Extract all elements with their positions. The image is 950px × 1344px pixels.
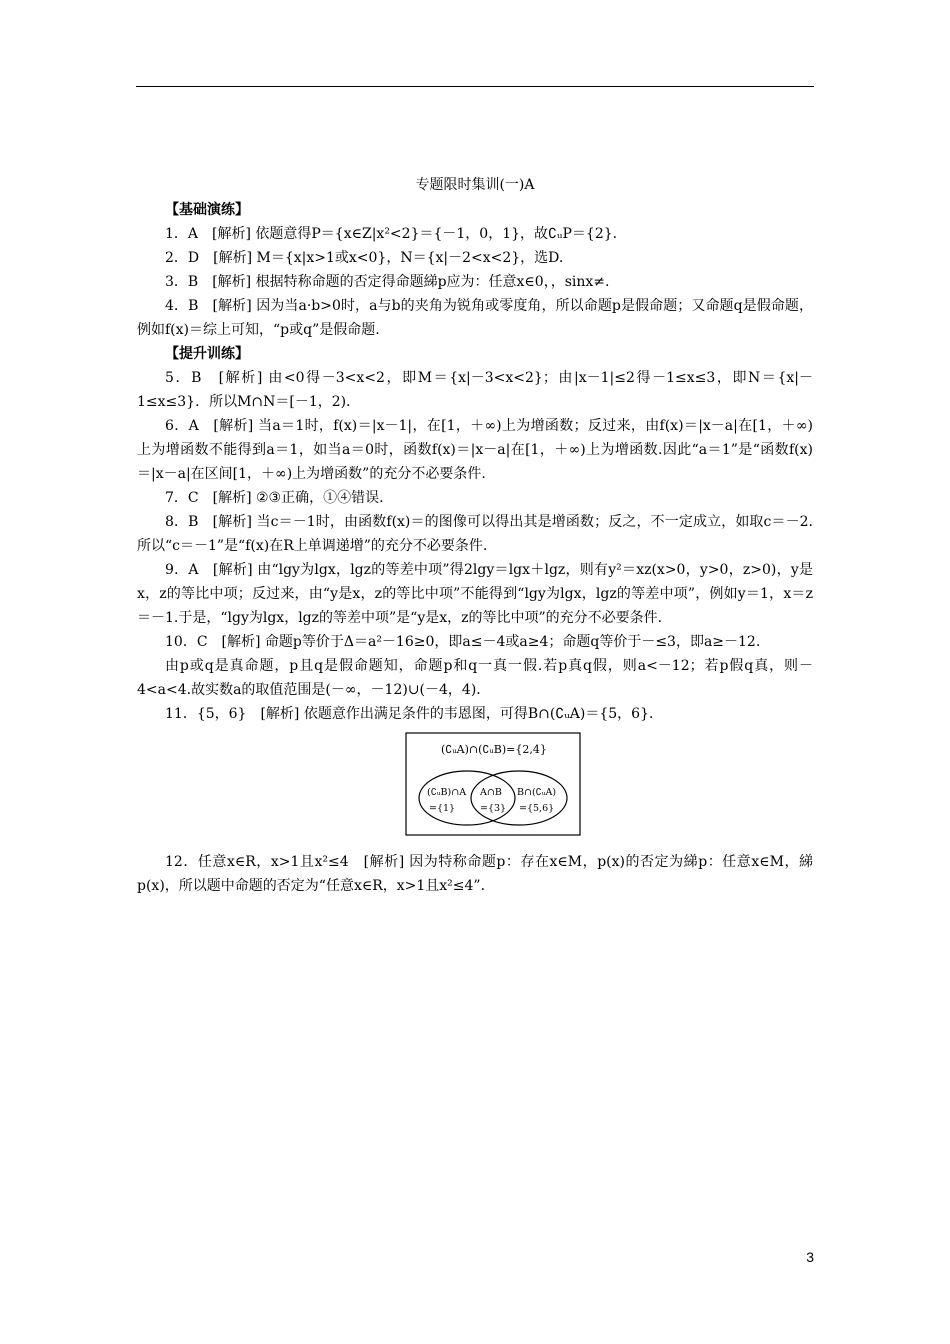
answer-item-2: 2．D [解析] M＝{x|x>1或x<0}，N＝{x|－2<x<2}，选D. xyxy=(165,250,564,266)
answer-item-10: 10．C [解析] 命题p等价于Δ＝a²－16≥0，即a≤－4或a≥4；命题q等价于－≤3，即a≥－12. xyxy=(165,634,761,650)
venn-diagram-container xyxy=(137,732,813,840)
answer-item-5: 5．B [解析] 由<0得－3<x<2，即M＝{x|－3<x<2}；由|x－1|≤2得－1≤x≤3，即N＝{x|－1≤x≤3}．所以M∩N＝[－1，2)． xyxy=(137,370,813,410)
venn-label-complement-both: (∁ᵤA)∩(∁ᵤB)={2,4} xyxy=(441,743,547,756)
venn-label-intersection: A∩B xyxy=(480,787,502,798)
header-rule xyxy=(136,86,814,87)
answer-item-3: 3．B [解析] 根据特称命题的否定得命题綈p应为：任意x∈0，，sinx≠. xyxy=(165,274,610,290)
answer-item-11: 11．{5，6} [解析] 依题意作出满足条件的韦恩图，可得B∩(∁ᵤA)＝{5，6}． xyxy=(165,706,663,722)
venn-label-a-only: (∁ᵤB)∩A xyxy=(427,787,467,798)
answer-item-1: 1．A [解析] 依题意得P＝{x∈Z|x²<2}＝{－1，0，1}，故∁ᵤP＝{2}． xyxy=(165,226,627,242)
section-heading-advanced: 【提升训练】 xyxy=(165,346,249,362)
venn-diagram xyxy=(405,732,581,836)
answer-item-9: 9．A [解析] 由“lgy为lgx，lgz的等差中项”得2lgy＝lgx＋lgz，则有y²＝xz(x>0，y>0，z>0)，y是x，z的等比中项；反过来，由“y是x，z的等比中项”不能得到“lgy为lgx，lgz的等差中项”，例如y＝1，x＝z＝－1.于是，“lgy为lgx，lgz的等差中项”是“y是x，z的等比中项”的充分不必要条件. xyxy=(137,562,813,626)
section-heading-basic: 【基础演练】 xyxy=(165,202,249,218)
page-number: 3 xyxy=(806,1249,814,1265)
venn-value-a-only: ={1} xyxy=(429,803,456,814)
venn-set-b xyxy=(471,771,567,825)
answer-item-12: 12．任意x∈R，x>1且x²≤4 [解析] 因为特称命题p：存在x∈M，p(x)的否定为綈p：任意x∈M，綈p(x)，所以题中命题的否定为“任意x∈R，x>1且x²≤4”． xyxy=(137,854,813,894)
venn-value-intersection: ={3} xyxy=(480,803,507,814)
answer-item-4: 4．B [解析] 因为当a·b>0时，a与b的夹角为锐角或零度角，所以命题p是假命题；又命题q是假命题，例如f(x)＝综上可知，“p或q”是假命题. xyxy=(137,298,813,338)
answer-content xyxy=(137,198,813,898)
answer-item-6: 6．A [解析] 当a＝1时，f(x)＝|x－1|，在[1，＋∞)上为增函数；反过来，由f(x)＝|x－a|在[1，＋∞)上为增函数不能得到a＝1，如当a＝0时，函数f(x)＝|x－a|在[1，＋∞)上为增函数.因此“a＝1”是“函数f(x)＝|x－a|在区间[1，＋∞)上为增函数”的充分不必要条件. xyxy=(137,418,813,482)
venn-value-b-only: ={5,6} xyxy=(519,803,555,814)
answer-item-7: 7．C [解析] ②③正确，①④错误. xyxy=(165,490,384,506)
answer-item-8: 8．B [解析] 当c＝－1时，由函数f(x)＝的图像可以得出其是增函数；反之，不一定成立，如取c＝－2.所以“c＝－1”是“f(x)在R上单调递增”的充分不必要条件. xyxy=(137,514,813,554)
venn-label-b-only: B∩(∁ᵤA) xyxy=(517,787,557,798)
answer-item-10-continued: 由p或q是真命题，p且q是假命题知，命题p和q一真一假.若p真q假，则a<－12；若p假q真，则－4<a<4.故实数a的取值范围是(－∞，－12)∪(－4，4)． xyxy=(137,658,813,698)
venn-set-a xyxy=(419,771,515,825)
page-title: 专题限时集训(一)A xyxy=(415,177,535,193)
